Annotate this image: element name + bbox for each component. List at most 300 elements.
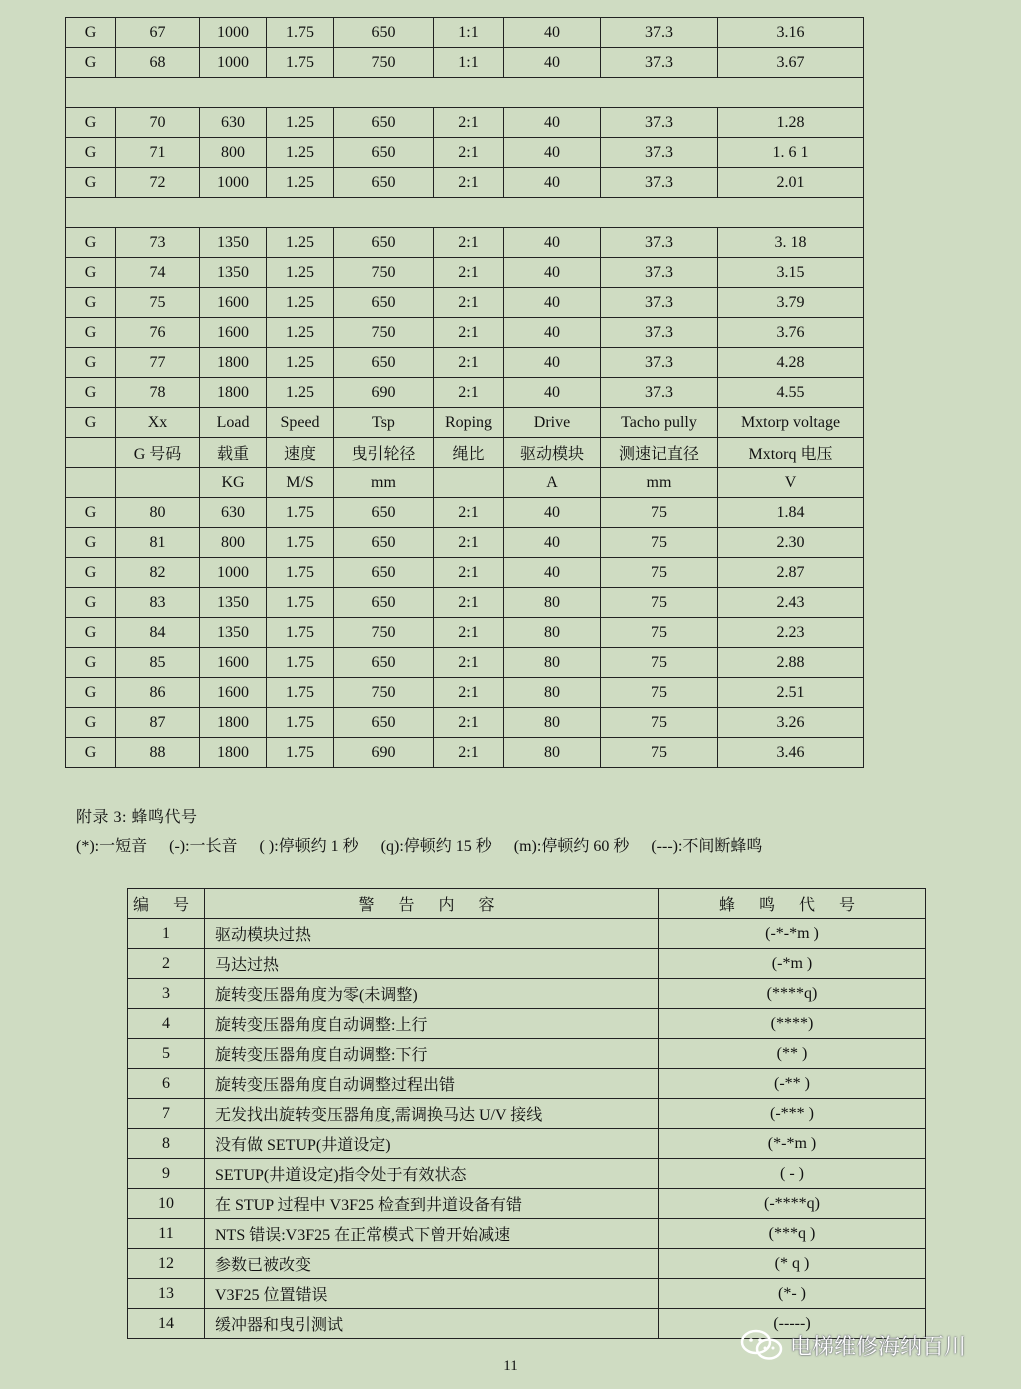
warning-text: 在 STUP 过程中 V3F25 检查到井道设备有错 (205, 1189, 659, 1219)
table-cell: 4.55 (718, 378, 864, 408)
table-cell: 3. 18 (718, 228, 864, 258)
warning-row (128, 1249, 926, 1279)
table-cell: 650 (334, 18, 434, 48)
table-cell: G (66, 708, 116, 738)
beep-code: ( - ) (659, 1159, 926, 1189)
table-cell: 2.01 (718, 168, 864, 198)
table-cell: Speed (267, 408, 334, 438)
table-cell: 85 (116, 648, 200, 678)
warning-number: 9 (128, 1159, 205, 1189)
table-row (66, 348, 864, 378)
table-cell: Load (200, 408, 267, 438)
table-cell: 2:1 (434, 528, 504, 558)
table-cell: 3.67 (718, 48, 864, 78)
table-cell: 80 (504, 708, 601, 738)
table-cell: 750 (334, 318, 434, 348)
table-cell: 77 (116, 348, 200, 378)
header-content: 警 告 内 容 (205, 889, 659, 919)
table-cell: 650 (334, 648, 434, 678)
table-cell: 1.25 (267, 258, 334, 288)
table-cell: 1.75 (267, 18, 334, 48)
table-cell: 650 (334, 348, 434, 378)
table-cell: 650 (334, 138, 434, 168)
table-cell: G (66, 348, 116, 378)
legend-item: ( ):停顿约 1 秒 (259, 838, 359, 855)
beep-code: (-*** ) (659, 1099, 926, 1129)
table-cell (66, 468, 116, 498)
table-cell: 650 (334, 708, 434, 738)
table-cell: 2:1 (434, 288, 504, 318)
table-cell: 82 (116, 558, 200, 588)
warning-text: 旋转变压器角度自动调整过程出错 (205, 1069, 659, 1099)
table-row (66, 228, 864, 258)
table-cell: mm (334, 468, 434, 498)
warning-number: 8 (128, 1129, 205, 1159)
beep-code: (-----) (659, 1309, 926, 1339)
table-cell: Mxtorq 电压 (718, 438, 864, 468)
table-cell: G (66, 108, 116, 138)
table-cell: G (66, 738, 116, 768)
table-cell (116, 468, 200, 498)
table-cell: 1600 (200, 648, 267, 678)
warning-number: 4 (128, 1009, 205, 1039)
table-cell: 1000 (200, 168, 267, 198)
table-cell: 1350 (200, 228, 267, 258)
table-cell: 1:1 (434, 18, 504, 48)
table-cell: 650 (334, 528, 434, 558)
table-cell: G (66, 498, 116, 528)
table-cell: 2:1 (434, 378, 504, 408)
table-cell: KG (200, 468, 267, 498)
table-cell: 80 (504, 588, 601, 618)
table-cell: 2:1 (434, 708, 504, 738)
table-cell: 40 (504, 528, 601, 558)
warning-text: 马达过热 (205, 949, 659, 979)
warning-number: 12 (128, 1249, 205, 1279)
table-cell (434, 468, 504, 498)
table-cell: G (66, 618, 116, 648)
table-cell: 75 (601, 498, 718, 528)
table-cell: 1800 (200, 738, 267, 768)
table-cell: 1.84 (718, 498, 864, 528)
legend-item: (m):停顿约 60 秒 (513, 838, 630, 855)
warning-text: V3F25 位置错误 (205, 1279, 659, 1309)
table-cell: 3.79 (718, 288, 864, 318)
warning-row (128, 1009, 926, 1039)
table-cell: 40 (504, 378, 601, 408)
table-row (66, 558, 864, 588)
table-cell: 1600 (200, 678, 267, 708)
warning-row (128, 1159, 926, 1189)
warning-number: 10 (128, 1189, 205, 1219)
spacer-row (66, 78, 864, 108)
table-cell: 2:1 (434, 108, 504, 138)
table-cell: 40 (504, 318, 601, 348)
table-cell: 650 (334, 168, 434, 198)
warning-text: 没有做 SETUP(井道设定) (205, 1129, 659, 1159)
table-cell: G 号码 (116, 438, 200, 468)
table-cell: 88 (116, 738, 200, 768)
table-cell: 2.30 (718, 528, 864, 558)
table-cell: 750 (334, 258, 434, 288)
legend-item: (-):一长音 (169, 838, 238, 855)
beep-code: (****q) (659, 979, 926, 1009)
table-cell: 81 (116, 528, 200, 558)
table-cell: 2:1 (434, 618, 504, 648)
table-cell: 630 (200, 498, 267, 528)
table-cell: G (66, 48, 116, 78)
table-row (66, 108, 864, 138)
warning-number: 11 (128, 1219, 205, 1249)
table-cell: 800 (200, 138, 267, 168)
table-cell: 87 (116, 708, 200, 738)
warning-text: 旋转变压器角度为零(未调整) (205, 979, 659, 1009)
warning-row (128, 1279, 926, 1309)
table-cell: 1.75 (267, 558, 334, 588)
table-cell: 630 (200, 108, 267, 138)
table-cell: 690 (334, 378, 434, 408)
beep-code: (***q ) (659, 1219, 926, 1249)
table-cell: 80 (504, 618, 601, 648)
warning-row (128, 919, 926, 949)
table-cell: 1600 (200, 318, 267, 348)
table-row (66, 588, 864, 618)
table-cell: 2.88 (718, 648, 864, 678)
table-cell: 75 (116, 288, 200, 318)
table-row (66, 618, 864, 648)
table-cell: 1.25 (267, 168, 334, 198)
table-cell: 40 (504, 108, 601, 138)
table-row (66, 648, 864, 678)
table-cell: 2:1 (434, 138, 504, 168)
table-cell: 37.3 (601, 168, 718, 198)
table-cell: 1.75 (267, 48, 334, 78)
table-cell: Xx (116, 408, 200, 438)
table-cell: 2:1 (434, 678, 504, 708)
table-cell: 690 (334, 738, 434, 768)
warning-row (128, 949, 926, 979)
warning-row (128, 1129, 926, 1159)
table-cell: G (66, 258, 116, 288)
warning-row (128, 1039, 926, 1069)
table-cell: 1.25 (267, 318, 334, 348)
table-cell: 1.75 (267, 618, 334, 648)
table-cell: 75 (601, 738, 718, 768)
table-cell: 3.15 (718, 258, 864, 288)
table-cell: 76 (116, 318, 200, 348)
legend-item: (q):停顿约 15 秒 (380, 838, 492, 855)
table-cell: G (66, 648, 116, 678)
table-cell: 37.3 (601, 228, 718, 258)
table-cell: 40 (504, 558, 601, 588)
warning-row (128, 979, 926, 1009)
table-cell: 1350 (200, 618, 267, 648)
header-row (66, 438, 864, 468)
table-cell: G (66, 558, 116, 588)
table-cell: 1.75 (267, 708, 334, 738)
table-cell: 2:1 (434, 318, 504, 348)
table-cell: 3.16 (718, 18, 864, 48)
table-cell: 1800 (200, 348, 267, 378)
warning-number: 14 (128, 1309, 205, 1339)
warning-text: 旋转变压器角度自动调整:上行 (205, 1009, 659, 1039)
warning-number: 1 (128, 919, 205, 949)
table-cell: 1000 (200, 48, 267, 78)
table-cell: 750 (334, 678, 434, 708)
table-cell: 75 (601, 648, 718, 678)
table-cell: 1800 (200, 378, 267, 408)
table-cell: 37.3 (601, 48, 718, 78)
table-cell: G (66, 378, 116, 408)
table-row (66, 318, 864, 348)
table-cell: G (66, 678, 116, 708)
table-cell: 1.25 (267, 348, 334, 378)
table-cell: G (66, 228, 116, 258)
table-cell: 80 (116, 498, 200, 528)
table-cell: A (504, 468, 601, 498)
table-cell: 86 (116, 678, 200, 708)
beep-code: (*-*m ) (659, 1129, 926, 1159)
table-cell: 800 (200, 528, 267, 558)
table-cell: 71 (116, 138, 200, 168)
table-row (66, 378, 864, 408)
table-cell: 1.75 (267, 588, 334, 618)
table-cell: Tsp (334, 408, 434, 438)
header-row (66, 468, 864, 498)
beep-legend (76, 833, 784, 856)
table-row (66, 498, 864, 528)
table-cell: 37.3 (601, 288, 718, 318)
table-cell: 曳引轮径 (334, 438, 434, 468)
table-cell: 40 (504, 348, 601, 378)
spacer-row (66, 198, 864, 228)
table-cell: 1.25 (267, 138, 334, 168)
table-cell: 40 (504, 228, 601, 258)
table-cell: 75 (601, 708, 718, 738)
table-cell: 40 (504, 498, 601, 528)
table-cell: 40 (504, 138, 601, 168)
table-cell: 1.75 (267, 648, 334, 678)
table-cell: 2:1 (434, 588, 504, 618)
table-cell: 载重 (200, 438, 267, 468)
beep-code: (-*m ) (659, 949, 926, 979)
table-cell: 1.75 (267, 528, 334, 558)
table-cell: 37.3 (601, 258, 718, 288)
table-cell: 650 (334, 108, 434, 138)
table-cell: Tacho pully (601, 408, 718, 438)
table-cell: 75 (601, 528, 718, 558)
table-cell: G (66, 318, 116, 348)
table-cell: Roping (434, 408, 504, 438)
table-cell: G (66, 138, 116, 168)
table-cell: 37.3 (601, 108, 718, 138)
table-cell: 驱动模块 (504, 438, 601, 468)
table-row (66, 258, 864, 288)
table-cell: 1.25 (267, 288, 334, 318)
table-cell: 1800 (200, 708, 267, 738)
header-row (66, 408, 864, 438)
table-cell: V (718, 468, 864, 498)
beep-code: (* q ) (659, 1249, 926, 1279)
table-cell: 67 (116, 18, 200, 48)
table-cell: 80 (504, 678, 601, 708)
table-cell: 1:1 (434, 48, 504, 78)
table-cell: 650 (334, 288, 434, 318)
warning-row (128, 1189, 926, 1219)
table-cell: G (66, 168, 116, 198)
table-cell: 37.3 (601, 378, 718, 408)
table-cell: G (66, 18, 116, 48)
table-cell: 37.3 (601, 348, 718, 378)
watermark (740, 1328, 966, 1362)
warning-row (128, 1219, 926, 1249)
table-cell: 2.23 (718, 618, 864, 648)
table-cell: 650 (334, 228, 434, 258)
table-cell: 37.3 (601, 138, 718, 168)
warning-number: 5 (128, 1039, 205, 1069)
table-row (66, 138, 864, 168)
table-cell: 40 (504, 18, 601, 48)
warning-text: 参数已被改变 (205, 1249, 659, 1279)
table-cell: 75 (601, 678, 718, 708)
table-cell: 2.87 (718, 558, 864, 588)
table-cell: 1.25 (267, 228, 334, 258)
table-row (66, 708, 864, 738)
table-cell: 2:1 (434, 348, 504, 378)
table-cell: 78 (116, 378, 200, 408)
table-cell: 650 (334, 558, 434, 588)
table-cell: 2.51 (718, 678, 864, 708)
table-cell: 速度 (267, 438, 334, 468)
table-cell: 2:1 (434, 648, 504, 678)
table-cell: 80 (504, 738, 601, 768)
table-cell: 75 (601, 618, 718, 648)
table-cell: 1.75 (267, 738, 334, 768)
table-cell: 70 (116, 108, 200, 138)
table-cell: 75 (601, 558, 718, 588)
table-cell: 72 (116, 168, 200, 198)
table-cell: 1. 6 1 (718, 138, 864, 168)
table-cell: 1.75 (267, 678, 334, 708)
warning-text: NTS 错误:V3F25 在正常模式下曾开始减速 (205, 1219, 659, 1249)
table-cell: Drive (504, 408, 601, 438)
table-cell: 1000 (200, 18, 267, 48)
beep-code: (** ) (659, 1039, 926, 1069)
wechat-icon (740, 1328, 784, 1362)
beep-code: (****) (659, 1009, 926, 1039)
beep-code: (-*-*m ) (659, 919, 926, 949)
header-code: 蜂 鸣 代 号 (659, 889, 926, 919)
table-cell: 2:1 (434, 498, 504, 528)
table-cell: 40 (504, 48, 601, 78)
table-cell: 68 (116, 48, 200, 78)
appendix-title: 附录 3: 蜂鸣代号 (76, 809, 198, 826)
table-cell: 1.25 (267, 378, 334, 408)
table-row (66, 48, 864, 78)
table-cell: 4.28 (718, 348, 864, 378)
warning-number: 6 (128, 1069, 205, 1099)
table-cell: 2:1 (434, 168, 504, 198)
table-cell: G (66, 588, 116, 618)
table-cell: 1.75 (267, 498, 334, 528)
table-cell: 1000 (200, 558, 267, 588)
table-cell: 测速记直径 (601, 438, 718, 468)
legend-item: (---):不间断蜂鸣 (651, 838, 763, 855)
table-cell: 2:1 (434, 558, 504, 588)
spacer-cell (66, 78, 864, 108)
table-row (66, 288, 864, 318)
beep-code: (*- ) (659, 1279, 926, 1309)
warning-number: 2 (128, 949, 205, 979)
table-cell: 750 (334, 618, 434, 648)
spacer-cell (66, 198, 864, 228)
header-number: 编 号 (128, 889, 205, 919)
spec-table (65, 17, 864, 768)
table-row (66, 18, 864, 48)
table-cell: G (66, 288, 116, 318)
table-cell: mm (601, 468, 718, 498)
table-cell: 40 (504, 288, 601, 318)
table-cell: 1350 (200, 258, 267, 288)
table-cell: 1600 (200, 288, 267, 318)
table-cell: 84 (116, 618, 200, 648)
table-cell: M/S (267, 468, 334, 498)
warning-number: 7 (128, 1099, 205, 1129)
table-row (66, 738, 864, 768)
table-cell: 40 (504, 168, 601, 198)
table-cell: Mxtorp voltage (718, 408, 864, 438)
table-cell: G (66, 528, 116, 558)
table-cell: 1.25 (267, 108, 334, 138)
legend-item: (*):一短音 (76, 838, 148, 855)
warning-text: 缓冲器和曳引测试 (205, 1309, 659, 1339)
table-cell: 3.46 (718, 738, 864, 768)
table-cell: 80 (504, 648, 601, 678)
table-cell: G (66, 408, 116, 438)
table-cell: 绳比 (434, 438, 504, 468)
table-cell: 2.43 (718, 588, 864, 618)
table-cell: 74 (116, 258, 200, 288)
table-cell: 750 (334, 48, 434, 78)
warning-table-header (128, 889, 926, 919)
table-cell: 37.3 (601, 18, 718, 48)
table-cell: 2:1 (434, 738, 504, 768)
warning-text: 无发找出旋转变压器角度,需调换马达 U/V 接线 (205, 1099, 659, 1129)
warning-text: 旋转变压器角度自动调整:下行 (205, 1039, 659, 1069)
table-cell: 1.28 (718, 108, 864, 138)
table-cell: 3.76 (718, 318, 864, 348)
page-number: 11 (503, 1358, 518, 1374)
table-cell: 40 (504, 258, 601, 288)
table-cell: 2:1 (434, 228, 504, 258)
watermark-text: 电梯维修海纳百川 (790, 1334, 967, 1360)
warning-number: 13 (128, 1279, 205, 1309)
warning-row (128, 1069, 926, 1099)
beep-code: (-** ) (659, 1069, 926, 1099)
table-cell: 73 (116, 228, 200, 258)
warning-text: 驱动模块过热 (205, 919, 659, 949)
table-cell: 3.26 (718, 708, 864, 738)
warning-text: SETUP(井道设定)指令处于有效状态 (205, 1159, 659, 1189)
table-row (66, 528, 864, 558)
table-row (66, 678, 864, 708)
table-row (66, 168, 864, 198)
table-cell: 650 (334, 588, 434, 618)
beep-code: (-****q) (659, 1189, 926, 1219)
table-cell: 83 (116, 588, 200, 618)
table-cell: 650 (334, 498, 434, 528)
table-cell: 1350 (200, 588, 267, 618)
